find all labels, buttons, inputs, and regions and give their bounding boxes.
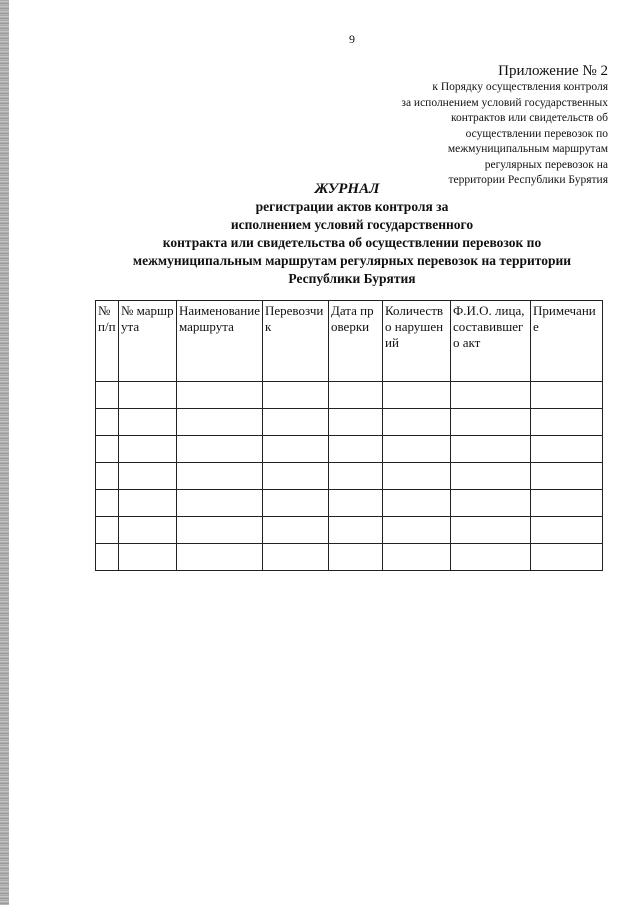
table-cell [177,544,263,571]
appendix-title: Приложение № 2 [498,63,608,79]
table-cell [96,463,119,490]
appendix-line: за исполнением условий государственных [401,96,608,109]
table-cell [119,517,177,544]
table-row [96,463,603,490]
table-cell [177,436,263,463]
table-cell [263,517,329,544]
table-cell [119,490,177,517]
table-cell [451,463,531,490]
subtitle-line: исполнением условий государственного [230,217,474,232]
table-cell [383,436,451,463]
table-row [96,517,603,544]
table-cell [329,463,383,490]
appendix-lines [348,80,608,189]
subtitle-line: межмуниципальным маршрутам регулярных перевозок на территории [132,253,572,268]
appendix-line: контрактов или свидетельств об [450,112,608,124]
table-row [96,382,603,409]
table-cell [119,544,177,571]
table-cell [263,436,329,463]
table-cell [329,382,383,409]
table-cell [451,517,531,544]
table-cell [177,490,263,517]
journal-title: ЖУРНАЛ [314,181,380,197]
table-cell [383,517,451,544]
table-cell [329,409,383,436]
table-cell [451,490,531,517]
table-row [96,409,603,436]
header-cell-route-number: № маршрута [119,301,177,382]
subtitle-line: регистрации актов контроля за [255,199,449,214]
table-cell [383,409,451,436]
table-cell [263,409,329,436]
table-cell [329,436,383,463]
table-cell [96,382,119,409]
appendix-line: регулярных перевозок на [484,158,608,171]
table-cell [263,382,329,409]
subtitle-line: Республики Бурятия [288,271,416,286]
appendix-line: межмуниципальным маршрутам [447,143,608,155]
header-cell-route-name: Наименование маршрута [177,301,263,382]
table-cell [531,463,603,490]
appendix-block [348,62,608,189]
table-row [96,436,603,463]
header-cell-note: Примечание [531,301,603,382]
journal-table [95,300,603,571]
header-cell-number: № п/п [96,301,119,382]
table-cell [383,382,451,409]
table-cell [451,544,531,571]
appendix-line: территории Республики Бурятия [448,174,608,186]
table-cell [177,409,263,436]
header-cell-carrier: Перевозчик [263,301,329,382]
journal-heading [92,180,612,288]
table-cell [119,382,177,409]
table-cell [177,382,263,409]
table-cell [531,436,603,463]
appendix-line: к Порядку осуществления контроля [432,81,608,93]
table-cell [451,382,531,409]
table-cell [96,517,119,544]
header-cell-violations-count: Количество нарушений [383,301,451,382]
table-cell [263,490,329,517]
header-cell-inspection-date: Дата проверки [329,301,383,382]
table-cell [531,382,603,409]
table-cell [329,490,383,517]
table-cell [177,517,263,544]
table-cell [177,463,263,490]
table-cell [383,463,451,490]
header-cell-inspector-name: Ф.И.О. лица, составившего акт [451,301,531,382]
table-cell [119,409,177,436]
journal-table-body [96,382,603,571]
table-cell [329,544,383,571]
subtitle-line: контракта или свидетельства об осуществлении перевозок по [162,235,542,250]
table-cell [383,490,451,517]
table-cell [119,436,177,463]
journal-subtitle [92,198,612,288]
table-cell [383,544,451,571]
table-cell [263,544,329,571]
table-cell [96,490,119,517]
table-cell [329,517,383,544]
table-row [96,490,603,517]
table-cell [96,436,119,463]
table-cell [531,544,603,571]
table-cell [263,463,329,490]
scan-edge [0,0,9,905]
table-cell [119,463,177,490]
table-cell [96,544,119,571]
table-cell [451,409,531,436]
table-cell [531,490,603,517]
page-number: 9 [349,32,355,46]
table-row [96,544,603,571]
appendix-line: осуществлении перевозок по [465,127,608,140]
table-cell [531,409,603,436]
table-cell [96,409,119,436]
table-header-row [96,301,603,382]
table-cell [451,436,531,463]
table-cell [531,517,603,544]
